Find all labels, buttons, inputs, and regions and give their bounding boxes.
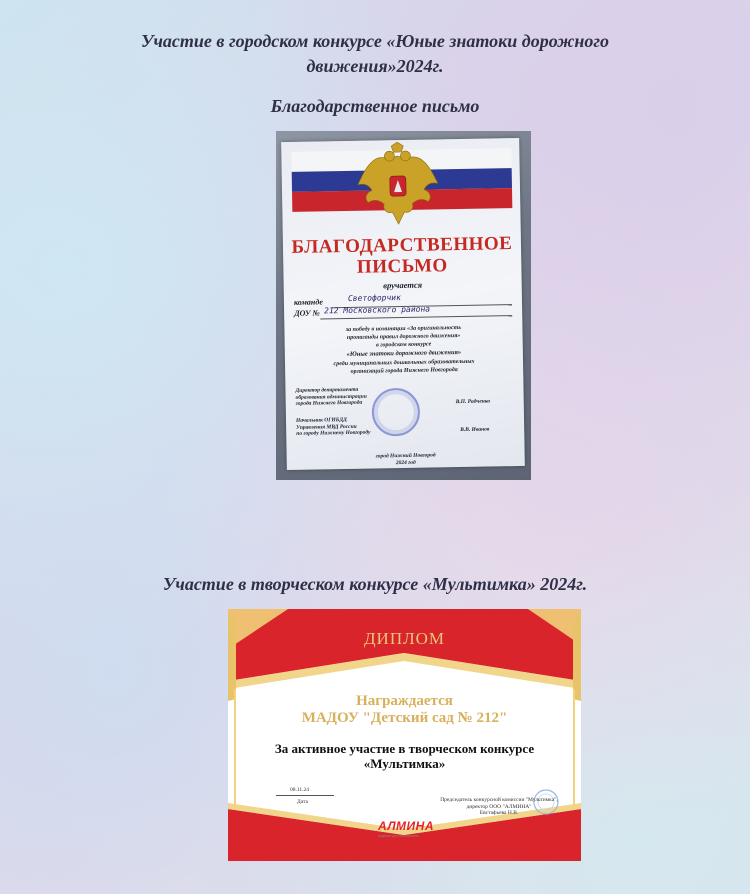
signer1-title-line: Директор департамента [295, 386, 359, 394]
signer2-title-line: Управления МВД России [296, 423, 357, 431]
letter-body-line: за победу в номинации «За оригинальность [345, 324, 462, 334]
signer-line: Евстафьева Н.В. [479, 810, 519, 816]
diploma [228, 609, 581, 861]
dou-underline [320, 315, 512, 319]
letter-body-line: среди муниципальных дошкольных образовательных [333, 358, 475, 368]
blue-stamp [371, 388, 420, 437]
section1-heading [0, 29, 750, 79]
dou-label: ДОУ № [294, 308, 320, 318]
date-underline [276, 795, 334, 796]
signer-line: Председатель конкурсной комиссии "Мультимка", [440, 797, 558, 803]
letter-body-line: в городском конкурсе [376, 341, 432, 349]
coat-of-arms-icon [351, 141, 445, 233]
diploma-date-label: Дата [297, 799, 308, 805]
signer1-title [295, 387, 366, 408]
gratitude-letter-paper [281, 138, 525, 470]
gratitude-letter-photo [276, 131, 531, 480]
award-label: Награждается [356, 693, 453, 709]
letter-footer-year: 2024 год [395, 459, 416, 467]
diploma-body-line2: «Мультимка» [363, 756, 446, 771]
letter-body-line: организаций города Нижнего Новгорода [350, 367, 458, 375]
almina-tagline: издания для школьников [378, 834, 419, 838]
section2-heading: Участие в творческом конкурсе «Мультимка» 2024г. [162, 574, 588, 594]
diploma-title: ДИПЛОМ [363, 629, 446, 648]
letter-footer-city: город Нижний Новгород [375, 452, 436, 460]
almina-logo: АЛМИНА [378, 819, 435, 833]
team-value: Светофорчик [347, 293, 401, 303]
signer2-title-line: Начальник ОГИБДД [295, 416, 347, 424]
awardee-name: МАДОУ "Детский сад № 212" [301, 710, 508, 726]
signer1-title-line: образования администрации [295, 393, 367, 401]
signer-line: директор ООО "АЛМИНА" [466, 803, 532, 810]
section1-subheading: Благодарственное письмо [270, 96, 480, 116]
letter-title-line2: ПИСЬМО [356, 255, 448, 278]
diploma-body-line1: За активное участие в творческом конкурсе [274, 741, 535, 756]
signer2-title-line: по городу Нижнему Новгороду [296, 429, 371, 437]
section1-heading-line1: Участие в городском конкурсе «Юные знатоки дорожного [140, 31, 610, 51]
team-label: команде [293, 297, 323, 307]
letter-body-line: пропаганды правил дорожного движения» [346, 333, 461, 341]
letter-title-line1: БЛАГОДАРСТВЕННОЕ [291, 233, 513, 258]
letter-subtitle: вручается [383, 279, 423, 291]
dou-value: 212 Московского района [324, 304, 431, 316]
signer1-title-line: города Нижнего Новгорода [295, 399, 363, 407]
diploma-date-value: 08.11.24 [290, 787, 310, 793]
section1-heading-line2: движения»2024г. [306, 56, 444, 76]
signer2-title [296, 417, 371, 438]
letter-body-line: «Юные знатоки дорожного движения» [346, 348, 462, 358]
signer1-name: В.П. Радченко [455, 398, 491, 406]
diploma-signer [434, 797, 564, 817]
signer2-name: В.В. Иванов [460, 426, 490, 434]
